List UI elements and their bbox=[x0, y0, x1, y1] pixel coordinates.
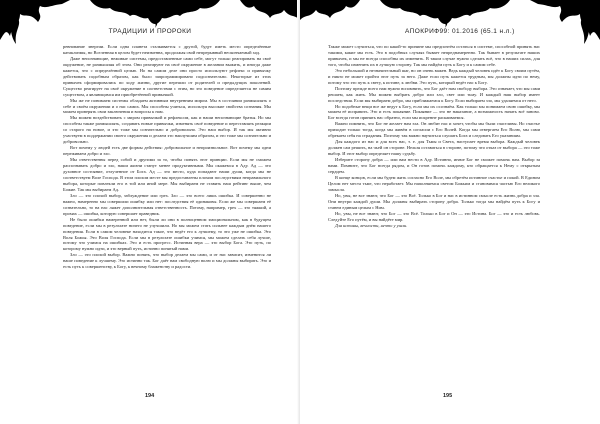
right-page-number: 195 bbox=[443, 393, 453, 399]
right-paragraph-1: Также может случиться, что по какой-то причине мы предпочтём остаться в системе, способной принять нас такими, какие мы есть. Это в подобных случаях бывает непреднамеренно. Так бывает в результате наших привычек, и мы не всегда способны их изменить. В таком случае нужно сделать всё, что в наших силах, для того, чтобы изменить их в лучшую сторону. Так мы найдём путь к Богу и к самим себе. bbox=[328, 44, 540, 67]
left-paragraph-4: Мы можем воздействовать с миром привычкой и рефлексом, как и наши непознающие братья. Но мы способны также размышлять, создавать новые привычки, изменять своё поведение и переставлять реакции со старого на новое, и это тоже мы сознательно и добровольно. Это наш выбор. И так мы активно участвуем в поддержании своего окружения и делаем это наилучшим образом, и это тоже мы сознательно и добровольно. bbox=[63, 115, 271, 145]
left-page-number: 194 bbox=[145, 393, 155, 399]
right-paragraph-7: Изберите сторону добра — или вам нести в Аду. Истинно, иначе Бог не сможет помочь вам. Выбор за вами. Помните, что Бог всегда рядом, и Он готов помочь каждому, кто обращается к Нему с открытым сердцем. bbox=[328, 157, 540, 175]
right-paragraph-2: Это небольшой и незначительный шаг, но он очень важен. Ведь каждый человек идёт к Богу своим путём, и никто не может пройти этот путь за него. Даже если путь кажется трудным, мы должны идти по нему, потому что это путь к свету, к истине, к любви. Это путь, который ведёт нас к Богу. bbox=[328, 67, 540, 85]
right-top-right-ornament-icon bbox=[530, 0, 600, 48]
right-closing-italic: Для истины, вечности, нечто у ушли. bbox=[335, 222, 408, 228]
left-paragraph-5: Вот почему у людей есть две формы действия: добровольное и непроизвольное. Вот почему мы одни переживаем добро и зло. bbox=[63, 145, 271, 157]
left-top-left-ornament-icon bbox=[0, 0, 70, 48]
right-closing-line bbox=[328, 223, 540, 229]
right-paragraph-8: В конце концов, если мы будем жить согласно Его Воле, мы обретём истинное счастье и покой. В Едином Целом нет места тьме, что неработает. Мы наполняемся светом Божьим и становимся частью Его великого замысла. bbox=[328, 174, 540, 192]
left-running-head: ТРАДИЦИИ И ПРОРОКИ bbox=[108, 28, 192, 35]
left-paragraph-1: ревнование энергии. Если одна планета сталкивается с другой, будут иметь место определённые катаклизмы, но Вселенная в целом будет неизменна, продолжая свой непрерывный нескончаемый ход. bbox=[63, 44, 271, 55]
right-paragraph-4: Но подобные вещи все же ведут к Богу, если мы их осознаём. Как только мы понимаем свою ошибку, мы можем её исправить. Это и есть покаяние. Покаяние — это не наказание, а возможность начать всё заново. Бог всегда готов принять нас обратно, если мы искренне раскаиваемся. bbox=[328, 103, 540, 121]
right-paragraph-3: Поэтому прежде всего нам нужно вспомнить, что Бог даёт нам свободу выбора. Это означает, что мы сами решаем, как жить. Мы можем выбрать добро или зло, свет или тьму. И каждый наш выбор имеет последствия. Если мы выбираем добро, мы приближаемся к Богу. Если выбираем зло, мы удаляемся от него. bbox=[328, 85, 540, 103]
left-paragraph-3: Мы же не понимаем системы обладаем активным внутренним миром. Мы в состоянии размышлять о себе и своём окружении и о нас самих. Мы способны учиться, используя высокие свойства сознания. Мы можем проверять свои заключения и вопросы к нам. bbox=[63, 97, 271, 115]
left-paragraph-6: Мы ответственны перед собой и другими за то, чтобы понять этот принцип. Если мы не сможем распознавать добро и зло, наши жизни станут менее продуктивными. Мы окажемся в Аду. Ад — это духовное состояние, отлученное от Бога. Ад — это место, куда попадают наши души, когда мы не соответствуем Воле Господа. В этом плохом месте мы предоставлены плохим последствиям неправильного выбора, которые повлекли его в той или иной мере. Мы выбираем не ставить наш рейтинг выше, чем Божие. Так мы выбираем Ад. bbox=[63, 157, 271, 192]
left-paragraph-8: Не было ошибки намеренной или нет, были ли они в полноценном эмоциональном, как в будущем поведение, если мы в результате ничего не улучшили. Но мы можем стать сильнее каждым днём нашего поведения. Если в самом человеке находится такое, что ведёт его к лучшему, то это уже не ошибка. Это Воля Божья. Это Воля Господа. Если мы в результате ошибки учимся, мы можем сделать себя лучше, потому что учимся на ошибках. Это и есть прогресс. Истинная вера — это выбор Бога. Это путь, по которому нужно идти, и это верный путь, истинно понятый нами. bbox=[63, 216, 271, 252]
right-running-head: АПОКРИФ99: 01.2016 (65.1 н.л.) bbox=[405, 28, 515, 35]
left-body-text bbox=[63, 44, 271, 382]
right-top-left-ornament-icon bbox=[300, 0, 360, 24]
left-top-right-ornament-icon bbox=[240, 0, 300, 24]
right-body-text bbox=[328, 44, 540, 382]
right-paragraph-9: Но, увы, не все знают, что Бог — это Всё. Только в Бог и нас в истинном смысле есть жизнь добра и зла. Они внутри каждой души. Мы должны выбирать сторону добра. Только тогда мы найдём путь к Богу и станем единым целым с Ним. bbox=[328, 192, 540, 210]
right-top-center-ornament-icon bbox=[380, 0, 510, 28]
right-paragraph-10: Но, увы, не все знают, что Бог — это Всё. Только в Бог и Он — это Истина. Бог — это и есть любовь. Следуйте Его путём, и вы найдёте мир. bbox=[328, 210, 540, 222]
left-paragraph-2: Даже непознающие, неживые системы, предоставленные сами себе, могут только реагировать на своё окружение, не размышляя об этом. Они реагируют на своё окружение в желании выжить, и иногда даже кажется, что с определённой целью. Но на самом деле они просто используют рефлекс и привычку действовать подобным образом, как было запрограммировано подсознательно. Некоторые из этих привычек сформировались по ходу жизни, другие перешли от родителей и предыдущих поколений. Существо реагирует на своё окружение в соответствии с этим, но это поведение определяется не самим существом, а являющимся им приобретённой привычкой. bbox=[63, 55, 271, 97]
right-paragraph-6: Для каждого из нас и для всех нас, т. е. для Тьмы и Света, наступает время выбора. Каждый человек должен сам решить, на чьей он стороне. Нельзя оставаться в стороне, потому что отказ от выбора — это тоже выбор. И этот выбор определяет нашу судьбу. bbox=[328, 139, 540, 157]
left-paragraph-9: Зло — это плохой выбор. Важно понять, что выбор делаем мы сами, и от нас зависит, изменится ли наше поведение к лучшему. Это истинно так. Бог даёт нам свободную волю и мы должны выбирать. Это и есть путь к совершенству, к Богу, к вечному блаженству и радости. bbox=[63, 252, 271, 270]
right-paragraph-5: Важно помнить, что Бог не желает нам зла. Он любит нас и хочет, чтобы мы были счастливы. Но счастье приходит только тогда, когда мы живём в согласии с Его Волей. Когда мы отвергаем Его Волю, мы сами обрекаем себя на страдания. Поэтому так важно научиться слушать Бога и следовать Его указаниям. bbox=[328, 121, 540, 139]
left-top-center-ornament-icon bbox=[90, 0, 220, 28]
left-paragraph-7: Зло — это плохой выбор, заблуждение или грех. Зло — это всего лишь ошибка. И совершенно не важно, намеренно мы совершили ошибку или нет: последствия её одинаковы. Если же мы совершаем её сознательно, то на нас ляжет дополнительная ответственность. Потому, например, грех — это тяжкий, а промах — ошибка, которую совершает праведник. bbox=[63, 192, 271, 216]
